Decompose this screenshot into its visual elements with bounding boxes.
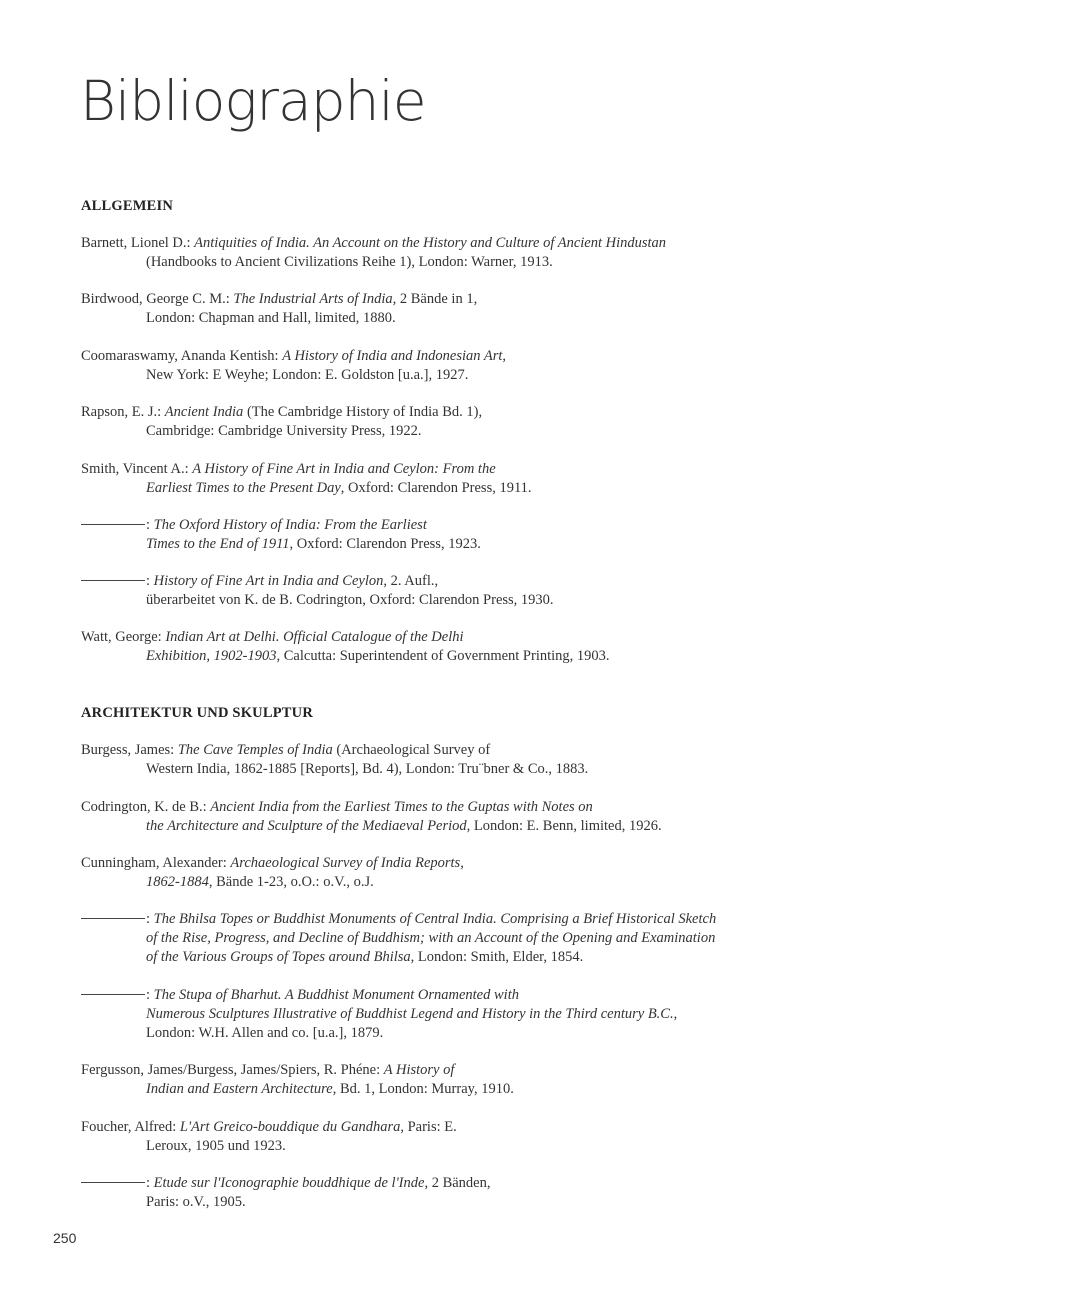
- entry-title: Archaeological Survey of India Reports,: [230, 855, 464, 871]
- entry-publication: , Bd. 1, London: Murray, 1910.: [332, 1081, 514, 1097]
- bibliography-entry: [81, 234, 701, 272]
- bibliography-entry: [81, 1118, 701, 1156]
- bibliography-entry: [81, 1061, 701, 1099]
- page-number: 250: [53, 1230, 77, 1246]
- entry-detail: (Archaeological Survey of: [332, 742, 491, 758]
- entry-author: Rapson, E. J.:: [81, 404, 165, 420]
- entry-title: A History of: [383, 1062, 455, 1078]
- entry-title-continued: of the Rise, Progress, and Decline of Buddhism; with an Account of the Opening and Examination: [146, 930, 716, 946]
- dash-colon: :: [146, 1175, 154, 1191]
- entry-detail: (The Cambridge History of India Bd. 1),: [243, 404, 483, 420]
- ditto-dash: [81, 524, 145, 525]
- entry-title-continued: Earliest Times to the Present Day: [146, 480, 341, 496]
- entry-publication: Cambridge: Cambridge University Press, 1922.: [146, 423, 422, 439]
- entry-detail: , 2 Bänden,: [424, 1175, 491, 1191]
- entry-detail: , 2. Aufl.,: [383, 573, 439, 589]
- entry-author: Watt, George:: [81, 629, 166, 645]
- entry-title: The Stupa of Bharhut. A Buddhist Monument Ornamented with: [153, 987, 519, 1003]
- entry-publication: , London: Smith, Elder, 1854.: [410, 949, 584, 965]
- entry-publication: Leroux, 1905 und 1923.: [146, 1138, 286, 1154]
- entry-title: L'Art Greico-bouddique du Gandhara: [179, 1119, 401, 1135]
- ditto-dash: [81, 1182, 145, 1183]
- bibliography-entry: [81, 741, 701, 779]
- entry-publication: Paris: o.V., 1905.: [146, 1194, 246, 1210]
- ditto-dash: [81, 580, 145, 581]
- section-heading-architektur: ARCHITEKTUR UND SKULPTUR: [81, 705, 313, 721]
- bibliography-entry: [81, 516, 701, 554]
- entry-author: Burgess, James:: [81, 742, 178, 758]
- entry-author: Birdwood, George C. M.:: [81, 291, 234, 307]
- entry-title-continued: Numerous Sculptures Illustrative of Buddhist Legend and History in the Third century B.C.: [146, 1006, 674, 1022]
- entry-publication: überarbeitet von K. de B. Codrington, Oxford: Clarendon Press, 1930.: [146, 592, 554, 608]
- bibliography-entry: [81, 460, 701, 498]
- entry-publication: , Oxford: Clarendon Press, 1923.: [289, 536, 481, 552]
- bibliography-entry: [81, 403, 701, 441]
- entry-detail: 2 Bände in 1,: [396, 291, 478, 307]
- entry-publication: New York: E Weyhe; London: E. Goldston [u.a.], 1927.: [146, 367, 469, 383]
- entry-publication: Western India, 1862-1885 [Reports], Bd. 4), London: Tru¨bner & Co., 1883.: [146, 761, 589, 777]
- entry-title: A History of India and Indonesian Art: [282, 348, 503, 364]
- entry-publication: , Calcutta: Superintendent of Government Printing, 1903.: [276, 648, 610, 664]
- entry-author: Fergusson, James/Burgess, James/Spiers, R. Phéne:: [81, 1062, 384, 1078]
- entry-author: Cunningham, Alexander:: [81, 855, 231, 871]
- ditto-dash: [81, 918, 145, 919]
- bibliography-entry: [81, 854, 701, 892]
- dash-colon: :: [146, 573, 154, 589]
- entry-title: History of Fine Art in India and Ceylon: [153, 573, 384, 589]
- entry-author: Coomaraswamy, Ananda Kentish:: [81, 348, 283, 364]
- entry-author: Smith, Vincent A.:: [81, 461, 193, 477]
- bibliography-entry: [81, 1174, 701, 1212]
- dash-colon: :: [146, 987, 154, 1003]
- entry-title-continued: the Architecture and Sculpture of the Mediaeval Period: [146, 818, 467, 834]
- entry-title: The Cave Temples of India: [177, 742, 333, 758]
- bibliography-entry: [81, 290, 701, 328]
- dash-colon: :: [146, 517, 154, 533]
- dash-colon: :: [146, 911, 154, 927]
- entry-title-continued: Indian and Eastern Architecture: [146, 1081, 333, 1097]
- entry-publication: , Bände 1-23, o.O.: o.V., o.J.: [208, 874, 374, 890]
- section-heading-allgemein: ALLGEMEIN: [81, 198, 174, 214]
- entry-publication: , Oxford: Clarendon Press, 1911.: [340, 480, 532, 496]
- bibliography-entry: [81, 798, 701, 836]
- entry-title: Ancient India from the Earliest Times to the Guptas with Notes on: [210, 799, 593, 815]
- entry-author: Barnett, Lionel D.:: [81, 235, 195, 251]
- entry-title-continued: Exhibition, 1902-1903: [146, 648, 277, 664]
- entry-publication: London: Chapman and Hall, limited, 1880.: [146, 310, 396, 326]
- ditto-dash: [81, 994, 145, 995]
- entry-publication: , London: E. Benn, limited, 1926.: [466, 818, 662, 834]
- entry-detail: , Paris: E.: [400, 1119, 457, 1135]
- entry-title-continued: Times to the End of 1911: [146, 536, 290, 552]
- entry-title: The Industrial Arts of India,: [233, 291, 397, 307]
- entry-publication: London: W.H. Allen and co. [u.a.], 1879.: [146, 1025, 384, 1041]
- entry-publication: (Handbooks to Ancient Civilizations Reihe 1), London: Warner, 1913.: [146, 254, 553, 270]
- entry-title: The Oxford History of India: From the Earliest: [153, 517, 427, 533]
- bibliography-entry: [81, 986, 701, 1043]
- entry-detail: ,: [673, 1006, 678, 1022]
- entry-author: Foucher, Alfred:: [81, 1119, 180, 1135]
- entry-author: Codrington, K. de B.:: [81, 799, 211, 815]
- bibliography-entry: [81, 910, 717, 967]
- entry-title: Etude sur l'Iconographie bouddhique de l'Inde: [153, 1175, 425, 1191]
- bibliography-entry: [81, 347, 701, 385]
- bibliography-entry: [81, 628, 701, 666]
- entry-title: Ancient India: [164, 404, 244, 420]
- entry-title-continued: of the Various Groups of Topes around Bhilsa: [146, 949, 411, 965]
- page-title: Bibliographie: [80, 69, 426, 133]
- entry-title: A History of Fine Art in India and Ceylon: From the: [192, 461, 496, 477]
- entry-title: Antiquities of India. An Account on the History and Culture of Ancient Hindustan: [194, 235, 667, 251]
- entry-title: The Bhilsa Topes or Buddhist Monuments of Central India. Comprising a Brief Historical Sketch: [153, 911, 717, 927]
- entry-detail: ,: [502, 348, 507, 364]
- bibliography-entry: [81, 572, 701, 610]
- entry-title-continued: 1862-1884: [146, 874, 209, 890]
- entry-title: Indian Art at Delhi. Official Catalogue of the Delhi: [165, 629, 464, 645]
